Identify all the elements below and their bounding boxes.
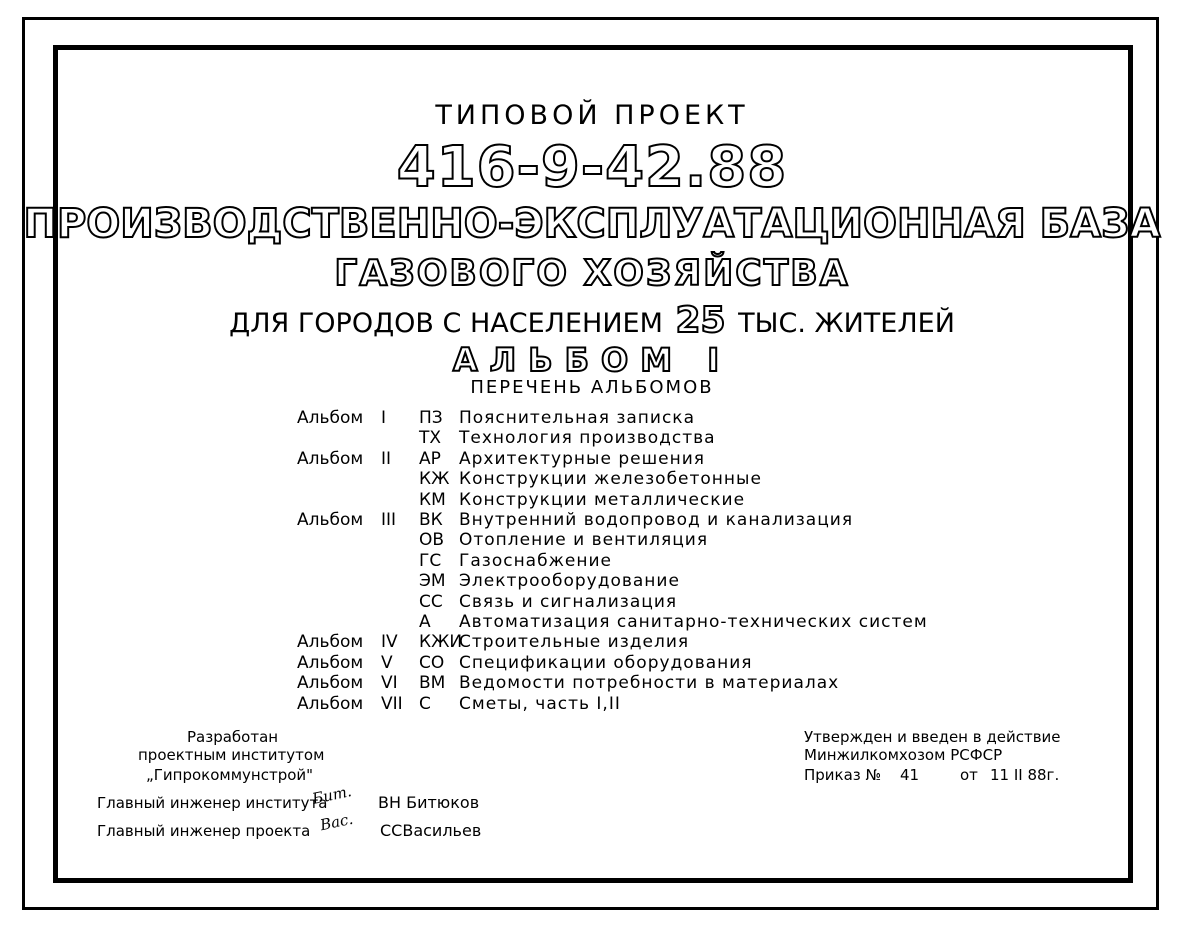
project-kicker: ТИПОВОЙ ПРОЕКТ: [435, 100, 749, 131]
album-name: Альбом: [297, 652, 364, 673]
album-name: Альбом: [297, 408, 364, 428]
album-description: Спецификации оборудования: [459, 652, 753, 673]
album-number: II: [381, 448, 392, 469]
album-code: СО: [419, 652, 445, 673]
album-list-title: ПЕРЕЧЕНЬ АЛЬБОМОВ: [470, 377, 714, 398]
album-code: КЖ: [419, 469, 450, 490]
album-name: Альбом: [297, 448, 364, 469]
developer-line-3: „Гипрокоммунстрой": [146, 766, 314, 784]
album-code: А: [419, 612, 431, 632]
album-description: Внутренний водопровод и канализация: [459, 510, 854, 530]
album-name: Альбом: [297, 632, 364, 653]
album-description: Автоматизация санитарно-технических систем: [459, 612, 928, 632]
approval-line-2: Минжилкомхозом РСФСР: [804, 746, 1003, 764]
album-code: АР: [419, 448, 441, 469]
album-name: Альбом: [297, 510, 364, 530]
project-number: 416-9-42.88: [396, 135, 788, 200]
album-number: V: [381, 652, 393, 673]
album-name: Альбом: [297, 693, 364, 714]
album-description: Связь и сигнализация: [459, 591, 678, 612]
album-code: ВМ: [419, 673, 446, 694]
album-number: VI: [381, 673, 398, 694]
album-code: ОВ: [419, 530, 445, 551]
approval-date: 11 II 88г.: [990, 766, 1060, 784]
album-code: КЖИ: [419, 632, 463, 653]
album-number: IV: [381, 632, 398, 653]
album-description: Технология производства: [459, 428, 716, 449]
album-description: Конструкции железобетонные: [459, 469, 762, 490]
album-description: Архитектурные решения: [459, 448, 705, 469]
signature-1: Бит.: [310, 782, 354, 808]
subtitle: [0, 300, 1184, 341]
order-number: 41: [900, 766, 920, 784]
subtitle-post: ТЫС. ЖИТЕЛЕЙ: [738, 308, 955, 339]
chief-project-label: Главный инженер проекта: [97, 822, 311, 840]
chief-institute-label: Главный инженер института: [97, 794, 328, 812]
album-description: Пояснительная записка: [459, 408, 695, 428]
album-description: Электрооборудование: [459, 571, 680, 592]
album-description: Конструкции металлические: [459, 489, 746, 510]
chief-institute-name: ВН Битюков: [378, 793, 480, 812]
album-number: VII: [381, 693, 403, 714]
developer-line-1: Разработан: [187, 728, 279, 746]
album-description: Отопление и вентиляция: [459, 530, 709, 551]
album-code: С: [419, 693, 431, 714]
album-name: Альбом: [297, 673, 364, 694]
album-code: ПЗ: [419, 408, 443, 428]
signature-2: Вас.: [318, 809, 355, 835]
album-code: ВК: [419, 510, 443, 530]
album-description: Сметы, часть I,II: [459, 693, 621, 714]
album-code: КМ: [419, 489, 446, 510]
album-number: III: [381, 510, 397, 530]
title-line-2: ГАЗОВОГО ХОЗЯЙСТВА: [334, 253, 850, 294]
album-description: Ведомости потребности в материалах: [459, 673, 840, 694]
album-description: Газоснабжение: [459, 550, 612, 571]
album-code: ЭМ: [419, 571, 446, 592]
title-line-1: ПРОИЗВОДСТВЕННО-ЭКСПЛУАТАЦИОННАЯ БАЗА: [23, 201, 1161, 247]
order-label: Приказ №: [804, 766, 882, 784]
album-code: СС: [419, 591, 443, 612]
album-label: АЛЬБОМ I: [452, 341, 732, 379]
subtitle-pre: ДЛЯ ГОРОДОВ С НАСЕЛЕНИЕМ: [229, 308, 663, 339]
album-description: Строительные изделия: [459, 632, 690, 653]
date-label: от: [960, 766, 978, 784]
album-code: ГС: [419, 550, 442, 571]
subtitle-number: 25: [675, 300, 726, 341]
album-code: ТХ: [419, 428, 442, 449]
approval-line-1: Утвержден и введен в действие: [804, 728, 1061, 746]
album-number: I: [381, 408, 387, 428]
developer-line-2: проектным институтом: [138, 746, 325, 764]
chief-project-name: ССВасильев: [380, 821, 482, 840]
